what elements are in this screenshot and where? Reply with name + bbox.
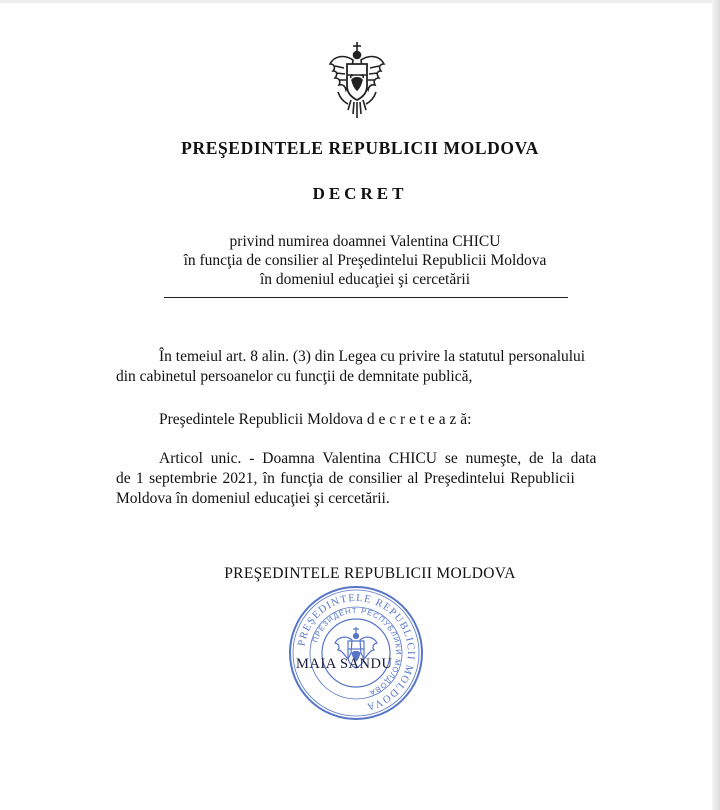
subject-line: în domeniul educaţiei şi cercetării <box>259 271 471 288</box>
page-edge-right <box>712 0 720 810</box>
signature-title: PREŞEDINTELE REPUBLICII MOLDOVA <box>224 565 516 582</box>
presidential-seal-icon <box>286 583 426 723</box>
article-line-3: Moldova în domeniul educaţiei şi cercetării. <box>116 490 390 507</box>
article-line-2: de 1 septembrie 2021, în funcţia de consilier al Preşedintelui Republicii <box>116 470 575 487</box>
document-type: DECRET <box>312 184 408 203</box>
decree-clause <box>159 410 471 429</box>
article-line-1: Articol unic. - Doamna Valentina CHICU se numeşte, de la data <box>159 450 597 467</box>
seal-outer-text: PREŞEDINTELE REPUBLICII MOLDOVA <box>296 592 417 713</box>
decree-subject <box>160 232 570 289</box>
coat-of-arms-icon <box>326 40 388 122</box>
decree-verb: d e c r e t e a z ă: <box>366 411 472 428</box>
subject-line: privind numirea doamnei Valentina CHICU <box>229 233 501 250</box>
subject-underline <box>164 297 568 298</box>
decree-subject-text: Preşedintele Republicii Moldova <box>159 411 364 428</box>
seal-inner-text: ПРЕЗИДЕНТ РЕСПУБЛИКИ МОЛДОВА <box>310 605 404 698</box>
subject-line: în funcţia de consilier al Preşedintelui Republicii Moldova <box>183 252 547 269</box>
basis-line-1: În temeiul art. 8 alin. (3) din Legea cu privire la statutul personalului <box>159 348 586 365</box>
signer-name: MAIA SANDU <box>296 656 393 672</box>
issuer-heading: PREŞEDINTELE REPUBLICII MOLDOVA <box>181 138 539 158</box>
basis-line-2: din cabinetul persoanelor cu funcţii de demnitate publică, <box>116 368 473 385</box>
page-edge-top <box>0 0 720 3</box>
